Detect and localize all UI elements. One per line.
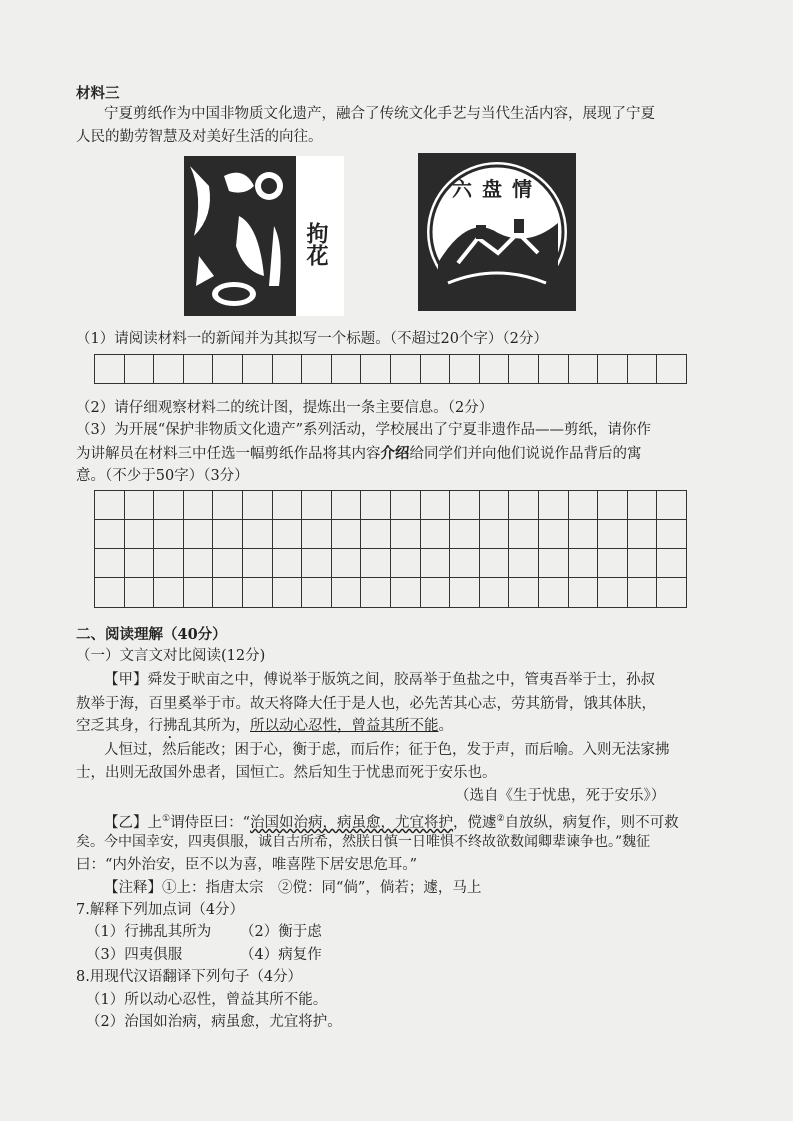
answer-grid-q1[interactable] — [94, 354, 687, 384]
jia-dotted-word: 拂 — [163, 718, 178, 734]
jia-line3-c: 。 — [438, 718, 453, 734]
question-2: （2）请仔细观察材料二的统计图，提炼出一条主要信息。（2分） — [76, 400, 494, 416]
material3-para-line1: 宁夏剪纸作为中国非物质文化遗产，融合了传统文化手艺与当代生活内容，展现了宁夏 — [104, 106, 655, 122]
yi-line3: 曰：“内外治安，臣不以为喜，唯喜陛下居安思危耳。” — [76, 857, 418, 873]
yi-line2: 矣。今中国幸安，四夷俱服，诚自古所希，然朕日慎一日唯惧不终故欲数闻卿辈谏争也。”魏征 — [76, 834, 651, 850]
section-2-sub1: （一）文言文对比阅读(12分) — [76, 648, 266, 664]
yi-note-mark-2: ② — [496, 814, 505, 824]
section-2-title: 二、阅读理解（40分） — [76, 626, 227, 643]
yi-line1-c: ，傥遽 — [453, 814, 497, 831]
q3-line2-a: 为讲解员在材料三中任选一幅剪纸作品将其内容 — [76, 446, 381, 462]
question-7-item1: （1）行拂乱其所为 — [86, 924, 212, 940]
question-3-line2 — [76, 443, 642, 465]
question-8-item1: （1）所以动心忍性，曾益其所不能。 — [86, 992, 328, 1008]
jia-underlined-sentence: 所以动心忍性，曾益其所不能 — [250, 718, 439, 734]
jia-line3-b: 乱其所为， — [177, 718, 250, 734]
question-3-line1: （3）为开展“保护非物质文化遗产”系列活动，学校展出了宁夏非遗作品——剪纸，请你作 — [76, 422, 652, 438]
jia-line4: 人恒过，然后能改；困于心，衡于虑，而后作；征于色，发于声，而后喻。入则无法家拂 — [104, 742, 670, 758]
material3-para-line2: 人民的勤劳智慧及对美好生活的向往。 — [76, 129, 323, 145]
yi-line1-b: 谓侍臣曰：“ — [170, 814, 250, 831]
jia-source: （选自《生于忧患，死于安乐》） — [455, 788, 666, 804]
yi-line1 — [104, 809, 679, 834]
question-8-title: 8.用现代汉语翻译下列句子（4分） — [76, 969, 303, 985]
q3-line2-bold: 介绍 — [380, 445, 410, 462]
jia-line1: 【甲】舜发于畎亩之中，傅说举于版筑之间，胶鬲举于鱼盐之中，管夷吾举于士，孙叔 — [104, 672, 655, 688]
yi-line1-d: 自放纵，病复作，则不可救 — [504, 814, 679, 831]
jia-line2: 敖举于海，百里奚举于市。故天将降大任于是人也，必先苦其心志，劳其筋骨，饿其体肤， — [76, 696, 656, 712]
material3-heading: 材料三 — [76, 85, 120, 102]
yi-note-mark-1: ① — [162, 814, 171, 824]
jia-line3-a: 空乏其身，行 — [76, 718, 163, 734]
question-7-title: 7.解释下列加点词（4分） — [76, 902, 245, 918]
papercut-image-2 — [418, 153, 576, 311]
answer-grid-q3[interactable] — [94, 490, 687, 608]
question-1: （1）请阅读材料一的新闻并为其拟写一个标题。（不超过20个字）（2分） — [76, 331, 548, 347]
yi-underlined-sentence: 治国如治病，病虽愈，尤宜将护 — [250, 814, 453, 831]
yi-line1-a: 【乙】上 — [104, 814, 162, 831]
q3-line2-b: 给同学们并向他们说说作品背后的寓 — [409, 446, 642, 462]
yi-notes: 【注释】①上：指唐太宗 ②傥：同“倘”，倘若；遽，马上 — [104, 880, 482, 896]
papercut-image-1 — [184, 156, 344, 316]
question-7-item4: （4）病复作 — [240, 947, 322, 963]
question-3-line3: 意。（不少于50字）（3分） — [76, 468, 249, 484]
question-7-item2: （2）衡于虑 — [240, 924, 322, 940]
question-8-item2: （2）治国如治病，病虽愈，尤宜将护。 — [86, 1014, 342, 1030]
jia-line3 — [76, 716, 453, 742]
papercut-2-label: 六盘情 — [452, 177, 542, 201]
papercut-1-label: 拘花 — [303, 222, 329, 266]
jia-line5: 士，出则无敌国外患者，国恒亡。然后知生于忧患而死于安乐也。 — [76, 765, 497, 781]
question-7-item3: （3）四夷俱服 — [86, 947, 183, 963]
